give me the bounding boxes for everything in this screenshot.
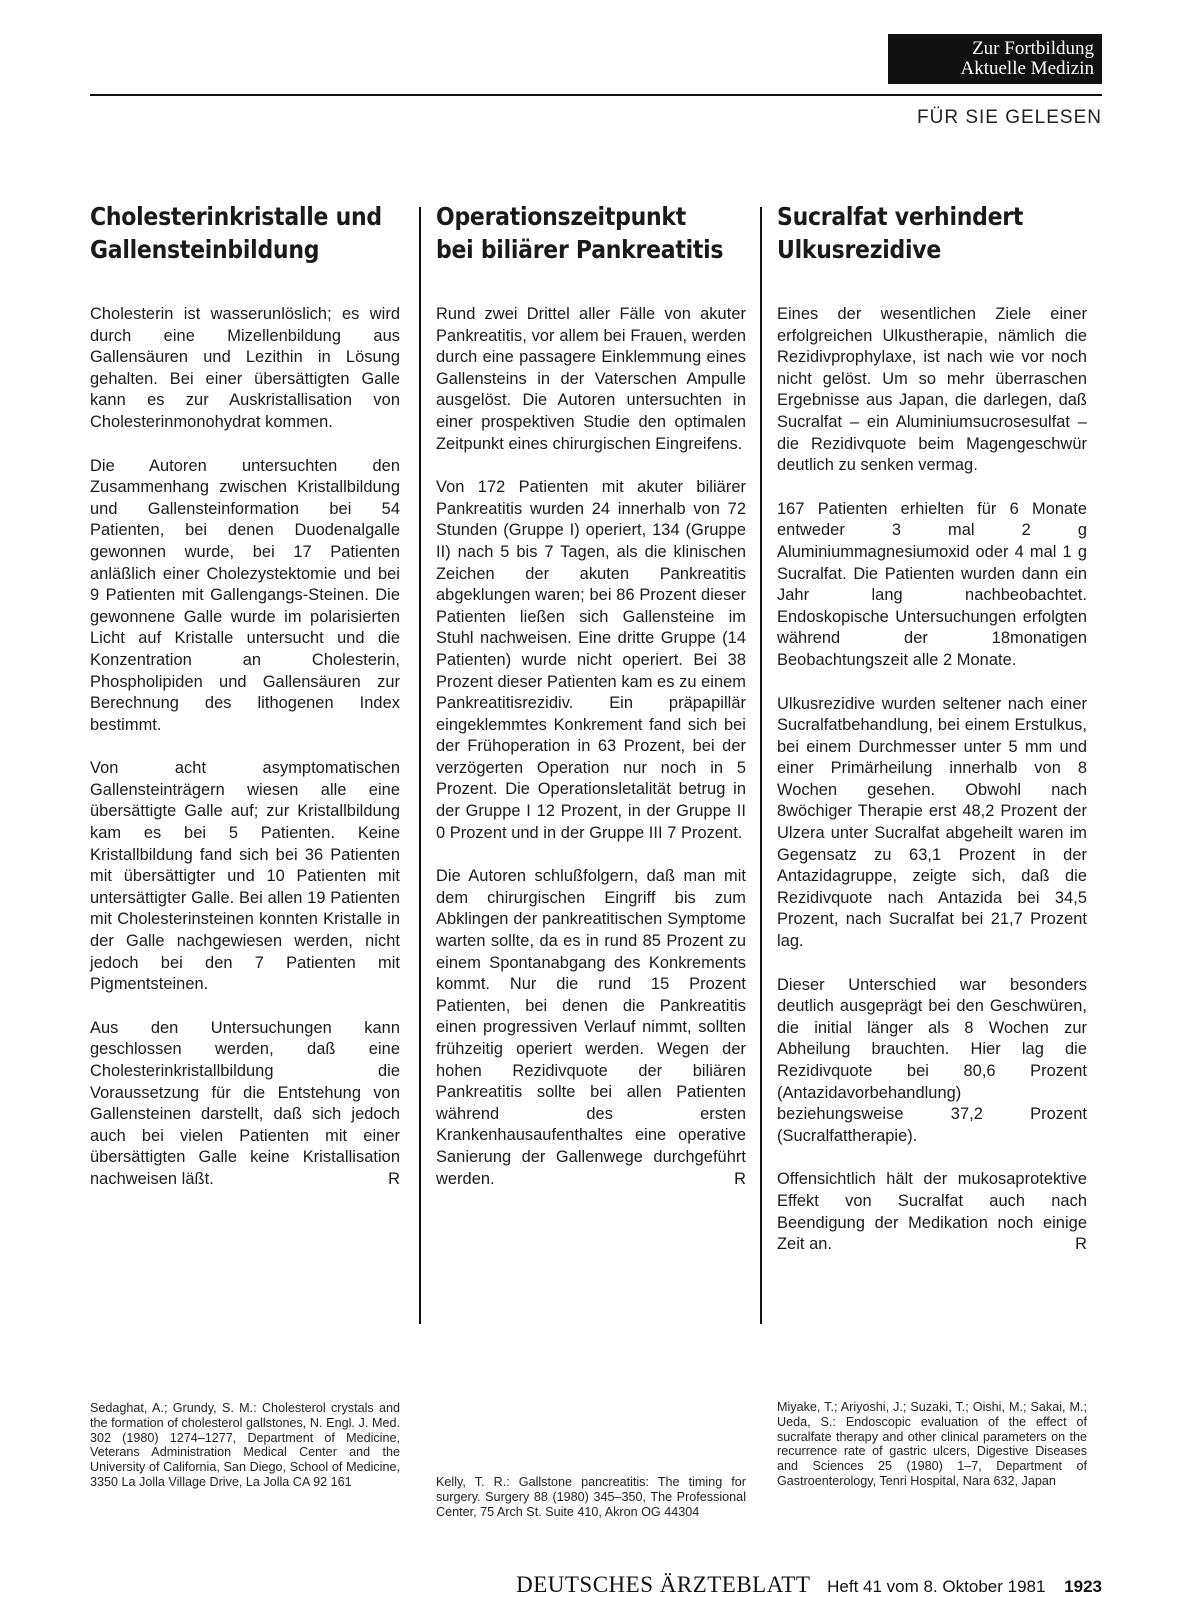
article-paragraph: Die Autoren schlußfolgern, daß man mit dem chirurgischen Eingriff bis zum Abklingen der pankreatitischen Symptome warten sollte, da es in rund 85 Prozent zu einem Spontanabgang des Konkrements kommt. Nur die rund 15 Prozent Patienten, bei denen die Pankreatitis einen progressiven Verlauf nimmt, sollten frühzeitig operiert werden. Wegen der hohen Rezidivquote der biliären Pankreatitis sollte bei allen Patienten während des ersten Krankenhausaufenthaltes eine operative Sanierung der Gallenwege durchgeführt werden. R xyxy=(436,866,746,1190)
author-signature: R xyxy=(388,1169,400,1188)
article-paragraph: Eines der wesentlichen Ziele einer erfolgreichen Ulkustherapie, nämlich die Rezidivprophylaxe, ist nach wie vor noch nicht gelöst. Um so mehr überraschen Ergebnisse aus Japan, die darlegen, daß Sucralfat – ein Aluminiumsucrosesulfat – die Rezidivquote beim Magengeschwür deutlich zu senken vermag. xyxy=(777,305,1087,475)
section-box-line2: Aktuelle Medizin xyxy=(960,58,1094,79)
article-cholesterin xyxy=(90,200,400,1213)
article-paragraph: Ulkusrezidive wurden seltener nach einer Sucralfatbehandlung, bei einem Erstulkus, bei einem Durchmesser unter 5 mm und einer Primärheilung innerhalb von 8 Wochen gesehen. Obwohl nach 8wöchiger Therapie erst 48,2 Prozent der Ulzera unter Sucralfat abgeheilt waren im Gegensatz zu 63,1 Prozent in der Antazidagruppe, zeigte sich, daß die Rezidivquote nach Antazida bei 34,5 Prozent, nach Sucralfat bei 21,7 Prozent lag. xyxy=(777,694,1087,951)
article-title: Operationszeitpunkt bei biliärer Pankreatitis xyxy=(436,202,724,264)
article-paragraph: Die Autoren untersuchten den Zusammenhang zwischen Kristallbildung und Gallensteinformation bei 54 Patienten, bei denen Duodenalgalle gewonnen wurde, bei 17 Patienten anläßlich einer Cholezystektomie und bei 9 Patienten mit Gallengangs-Steinen. Die gewonnene Galle wurde im polarisierten Licht auf Kristalle untersucht und die Konzentration an Cholesterin, Phospholipiden und Gallensäuren zur Berechnung des lithogenen Index bestimmt. xyxy=(90,456,400,734)
column-divider xyxy=(760,207,762,1324)
page-footer xyxy=(516,1572,1102,1598)
reference-citation: Kelly, T. R.: Gallstone pancreatitis: The timing for surgery. Surgery 88 (1980) 345–350, The Professional Center, 75 Arch St. Suite 410, Akron OG 44304 xyxy=(436,1475,746,1519)
column-divider xyxy=(419,207,421,1324)
reference-citation: Sedaghat, A.; Grundy, S. M.: Cholesterol crystals and the formation of cholesterol gallstones, N. Engl. J. Med. 302 (1980) 1274–1277, Department of Medicine, Veterans Administration Medical Center and the University of California, San Diego, School of Medicine, 3350 La Jolla Village Drive, La Jolla CA 92 161 xyxy=(90,1401,400,1489)
article-paragraph: Aus den Untersuchungen kann geschlossen werden, daß eine Cholesterinkristallbildung die Voraussetzung für die Entstehung von Gallensteinen darstellt, daß sich jedoch auch bei vielen Patienten mit einer übersättigten Galle keine Kristallisation nachweisen läßt. R xyxy=(90,1018,400,1191)
author-signature: R xyxy=(1075,1235,1087,1254)
article-paragraph: Dieser Unterschied war besonders deutlich ausgeprägt bei den Geschwüren, die initial länger als 8 Wochen zur Abheilung brauchten. Hier lag die Rezidivquote bei 80,6 Prozent (Antazidavorbehandlung) beziehungsweise 37,2 Prozent (Sucralfattherapie). xyxy=(777,975,1087,1145)
article-title: Cholesterinkristalle und Gallensteinbildung xyxy=(90,202,382,264)
author-signature: R xyxy=(734,1169,746,1188)
article-title: Sucralfat verhindert Ulkusrezidive xyxy=(777,202,1024,264)
page-number: 1923 xyxy=(1064,1577,1102,1596)
article-sucralfat xyxy=(777,200,1087,1278)
article-paragraph: Cholesterin ist wasserunlöslich; es wird durch eine Mizellenbildung aus Gallensäuren und Lezithin in Lösung gehalten. Bei einer übersättigten Galle kann es zur Auskristallisation von Cholesterinmonohydrat kommen. xyxy=(90,305,400,431)
issue-info: Heft 41 vom 8. Oktober 1981 xyxy=(827,1577,1046,1596)
article-pankreatitis xyxy=(436,200,746,1212)
section-box xyxy=(888,34,1102,84)
article-paragraph: Von 172 Patienten mit akuter biliärer Pankreatitis wurden 24 innerhalb von 72 Stunden (Gruppe I) operiert, 134 (Gruppe II) nach 5 bis 7 Tagen, als die klinischen Zeichen der akuten Pankreatitis abgeklungen waren; bei 86 Prozent dieser Patienten ließen sich Gallensteine im Stuhl nachweisen. Eine dritte Gruppe (14 Patienten) wurde nicht operiert. Bei 38 Prozent dieser Patienten kam es zu einem Pankreatitisrezidiv. Ein präpapillär eingeklemmtes Konkrement fand sich bei der Frühoperation in 63 Prozent, bei der verzögerten Operation nur noch in 5 Prozent. Die Operationsletalität betrug in der Gruppe I 12 Prozent, in der Gruppe II 0 Prozent und in der Gruppe III 7 Prozent. xyxy=(436,478,746,842)
article-paragraph: 167 Patienten erhielten für 6 Monate entweder 3 mal 2 g Aluminiummagnesiumoxid oder 4 mal 1 g Sucralfat. Die Patienten wurden dann ein Jahr lang nachbeobachtet. Endoskopische Untersuchungen erfolgten während der 18monatigen Beobachtungszeit alle 2 Monate. xyxy=(777,499,1087,669)
section-box-line1: Zur Fortbildung xyxy=(972,38,1094,59)
reference-citation: Miyake, T.; Ariyoshi, J.; Suzaki, T.; Oishi, M.; Sakai, M.; Ueda, S.: Endoscopic evaluation of the effect of sucralfate therapy and other clinical parameters on the recurrence rate of gastric ulcers, Digestive Diseases and Sciences 25 (1980) 1–7, Department of Gastroenterology, Tenri Hospital, Nara 632, Japan xyxy=(777,1400,1087,1488)
article-paragraph: Offensichtlich hält der mukosaprotektive Effekt von Sucralfat auch nach Beendigung der Medikation noch einige Zeit an. R xyxy=(777,1169,1087,1255)
article-paragraph: Von acht asymptomatischen Gallensteinträgern wiesen alle eine übersättigte Galle auf; zur Kristallbildung kam es bei 5 Patienten. Keine Kristallbildung fand sich bei 36 Patienten mit übersättigter und 10 Patienten mit untersättigter Galle. Bei allen 19 Patienten mit Cholesterinsteinen konnten Kristalle in der Galle nachgewiesen werden, nicht jedoch bei den 7 Patienten mit Pigmentsteinen. xyxy=(90,759,400,994)
journal-name: DEUTSCHES ÄRZTEBLATT xyxy=(516,1572,811,1597)
section-label: FÜR SIE GELESEN xyxy=(917,107,1102,128)
article-paragraph: Rund zwei Drittel aller Fälle von akuter Pankreatitis, vor allem bei Frauen, werden durch eine passagere Einklemmung eines Gallensteins in der Vaterschen Ampulle ausgelöst. Die Autoren untersuchten in einer prospektiven Studie den optimalen Zeitpunkt eines chirurgischen Eingreifens. xyxy=(436,305,746,453)
header-rule xyxy=(90,94,1102,96)
